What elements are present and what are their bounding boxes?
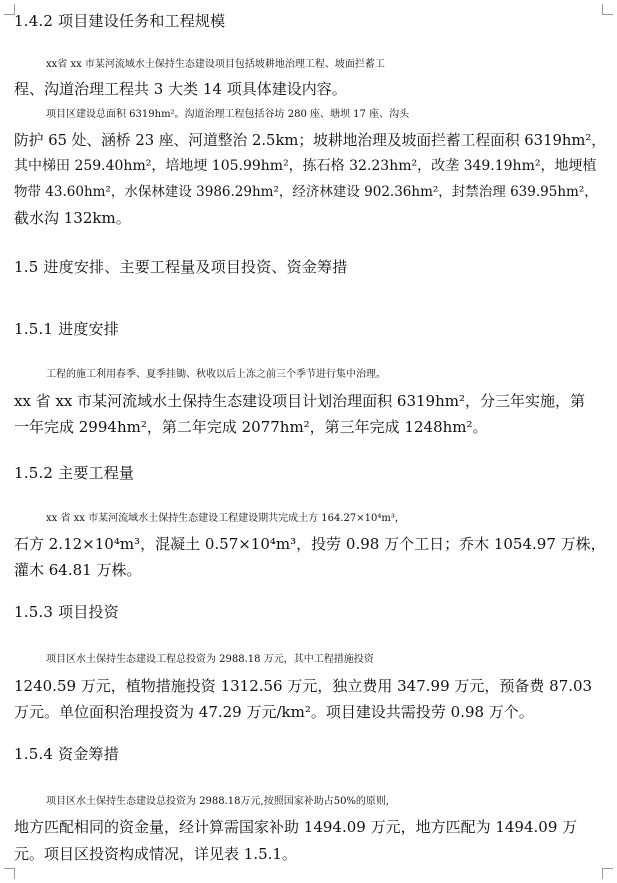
paragraph-line: 元。项目区投资构成情况，详见表 1.5.1。 — [14, 845, 297, 863]
paragraph-line: 1240.59 万元，植物措施投资 1312.56 万元，独立费用 347.99 万元，预备费 87.03 — [14, 677, 593, 695]
paragraph-line: 防护 65 处、涵桥 23 座、河道整治 2.5km；坡耕地治理及坡面拦蓄工程面积 6319hm²， — [14, 132, 606, 149]
paragraph-line: 一年完成 2994hm²，第二年完成 2077hm²，第三年完成 1248hm²。 — [14, 418, 488, 436]
page-corner-mark — [602, 4, 613, 15]
page-corner-mark — [602, 868, 613, 879]
paragraph-line: 地方匹配相同的资金量，经计算需国家补助 1494.09 万元，地方匹配为 1494.09 万 — [14, 818, 578, 836]
paragraph-line: 项目区建设总面积 6319hm²。沟道治理工程包括谷坊 280 座、塘坝 17 座、沟头 — [46, 109, 410, 120]
section-heading-1-5-3: 1.5.3 项目投资 — [14, 603, 119, 621]
paragraph-line: 灌木 64.81 万株。 — [14, 561, 142, 579]
paragraph-line: xx 省 xx 市某河流域水土保持生态建设项目计划治理面积 6319hm²，分三年实施，第 — [14, 392, 585, 410]
paragraph-line: 万元。单位面积治理投资为 47.29 万元/km²。项目建设共需投劳 0.98 万个。 — [14, 703, 534, 721]
page-corner-mark — [4, 868, 15, 879]
paragraph-line: 其中梯田 259.40hm²，培地埂 105.99hm²，拣石格 32.23hm²，改垄 349.19hm²，地埂植 — [14, 158, 597, 174]
paragraph-line: xx 省 xx 市某河流域水土保持生态建设工程建设期共完成土方 164.27×10⁴m³， — [46, 513, 405, 524]
section-heading-1-5-1: 1.5.1 进度安排 — [14, 320, 119, 338]
paragraph-line: 项目区水土保持生态建设工程总投资为 2988.18 万元，其中工程措施投资 — [46, 654, 374, 665]
paragraph-line: xx省 xx 市某河流域水土保持生态建设项目包括坡耕地治理工程、坡面拦蓄工 — [46, 59, 385, 70]
paragraph-line: 程、沟道治理工程共 3 大类 14 项具体建设内容。 — [14, 80, 347, 98]
section-heading-1-5: 1.5 进度安排、主要工程量及项目投资、资金筹措 — [14, 258, 348, 276]
paragraph-line: 石方 2.12×10⁴m³，混凝土 0.57×10⁴m³，投劳 0.98 万个工日；乔木 1054.97 万株， — [14, 535, 606, 553]
section-heading-1-5-4: 1.5.4 资金筹措 — [14, 745, 119, 763]
section-heading-1-5-2: 1.5.2 主要工程量 — [14, 464, 135, 482]
paragraph-line: 截水沟 132km。 — [14, 209, 131, 227]
paragraph-line: 物带 43.60hm²，水保林建设 3986.29hm²，经济林建设 902.36hm²，封禁治理 639.95hm²， — [14, 184, 598, 200]
paragraph-line: 工程的施工利用春季、夏季挂锄、秋收以后上冻之前三个季节进行集中治理。 — [46, 369, 386, 380]
paragraph-line: 项目区水土保持生态建设总投资为 2988.18万元,按照国家补助占50%的原则, — [46, 796, 390, 807]
section-heading-1-4-2: 1.4.2 项目建设任务和工程规模 — [14, 12, 226, 30]
